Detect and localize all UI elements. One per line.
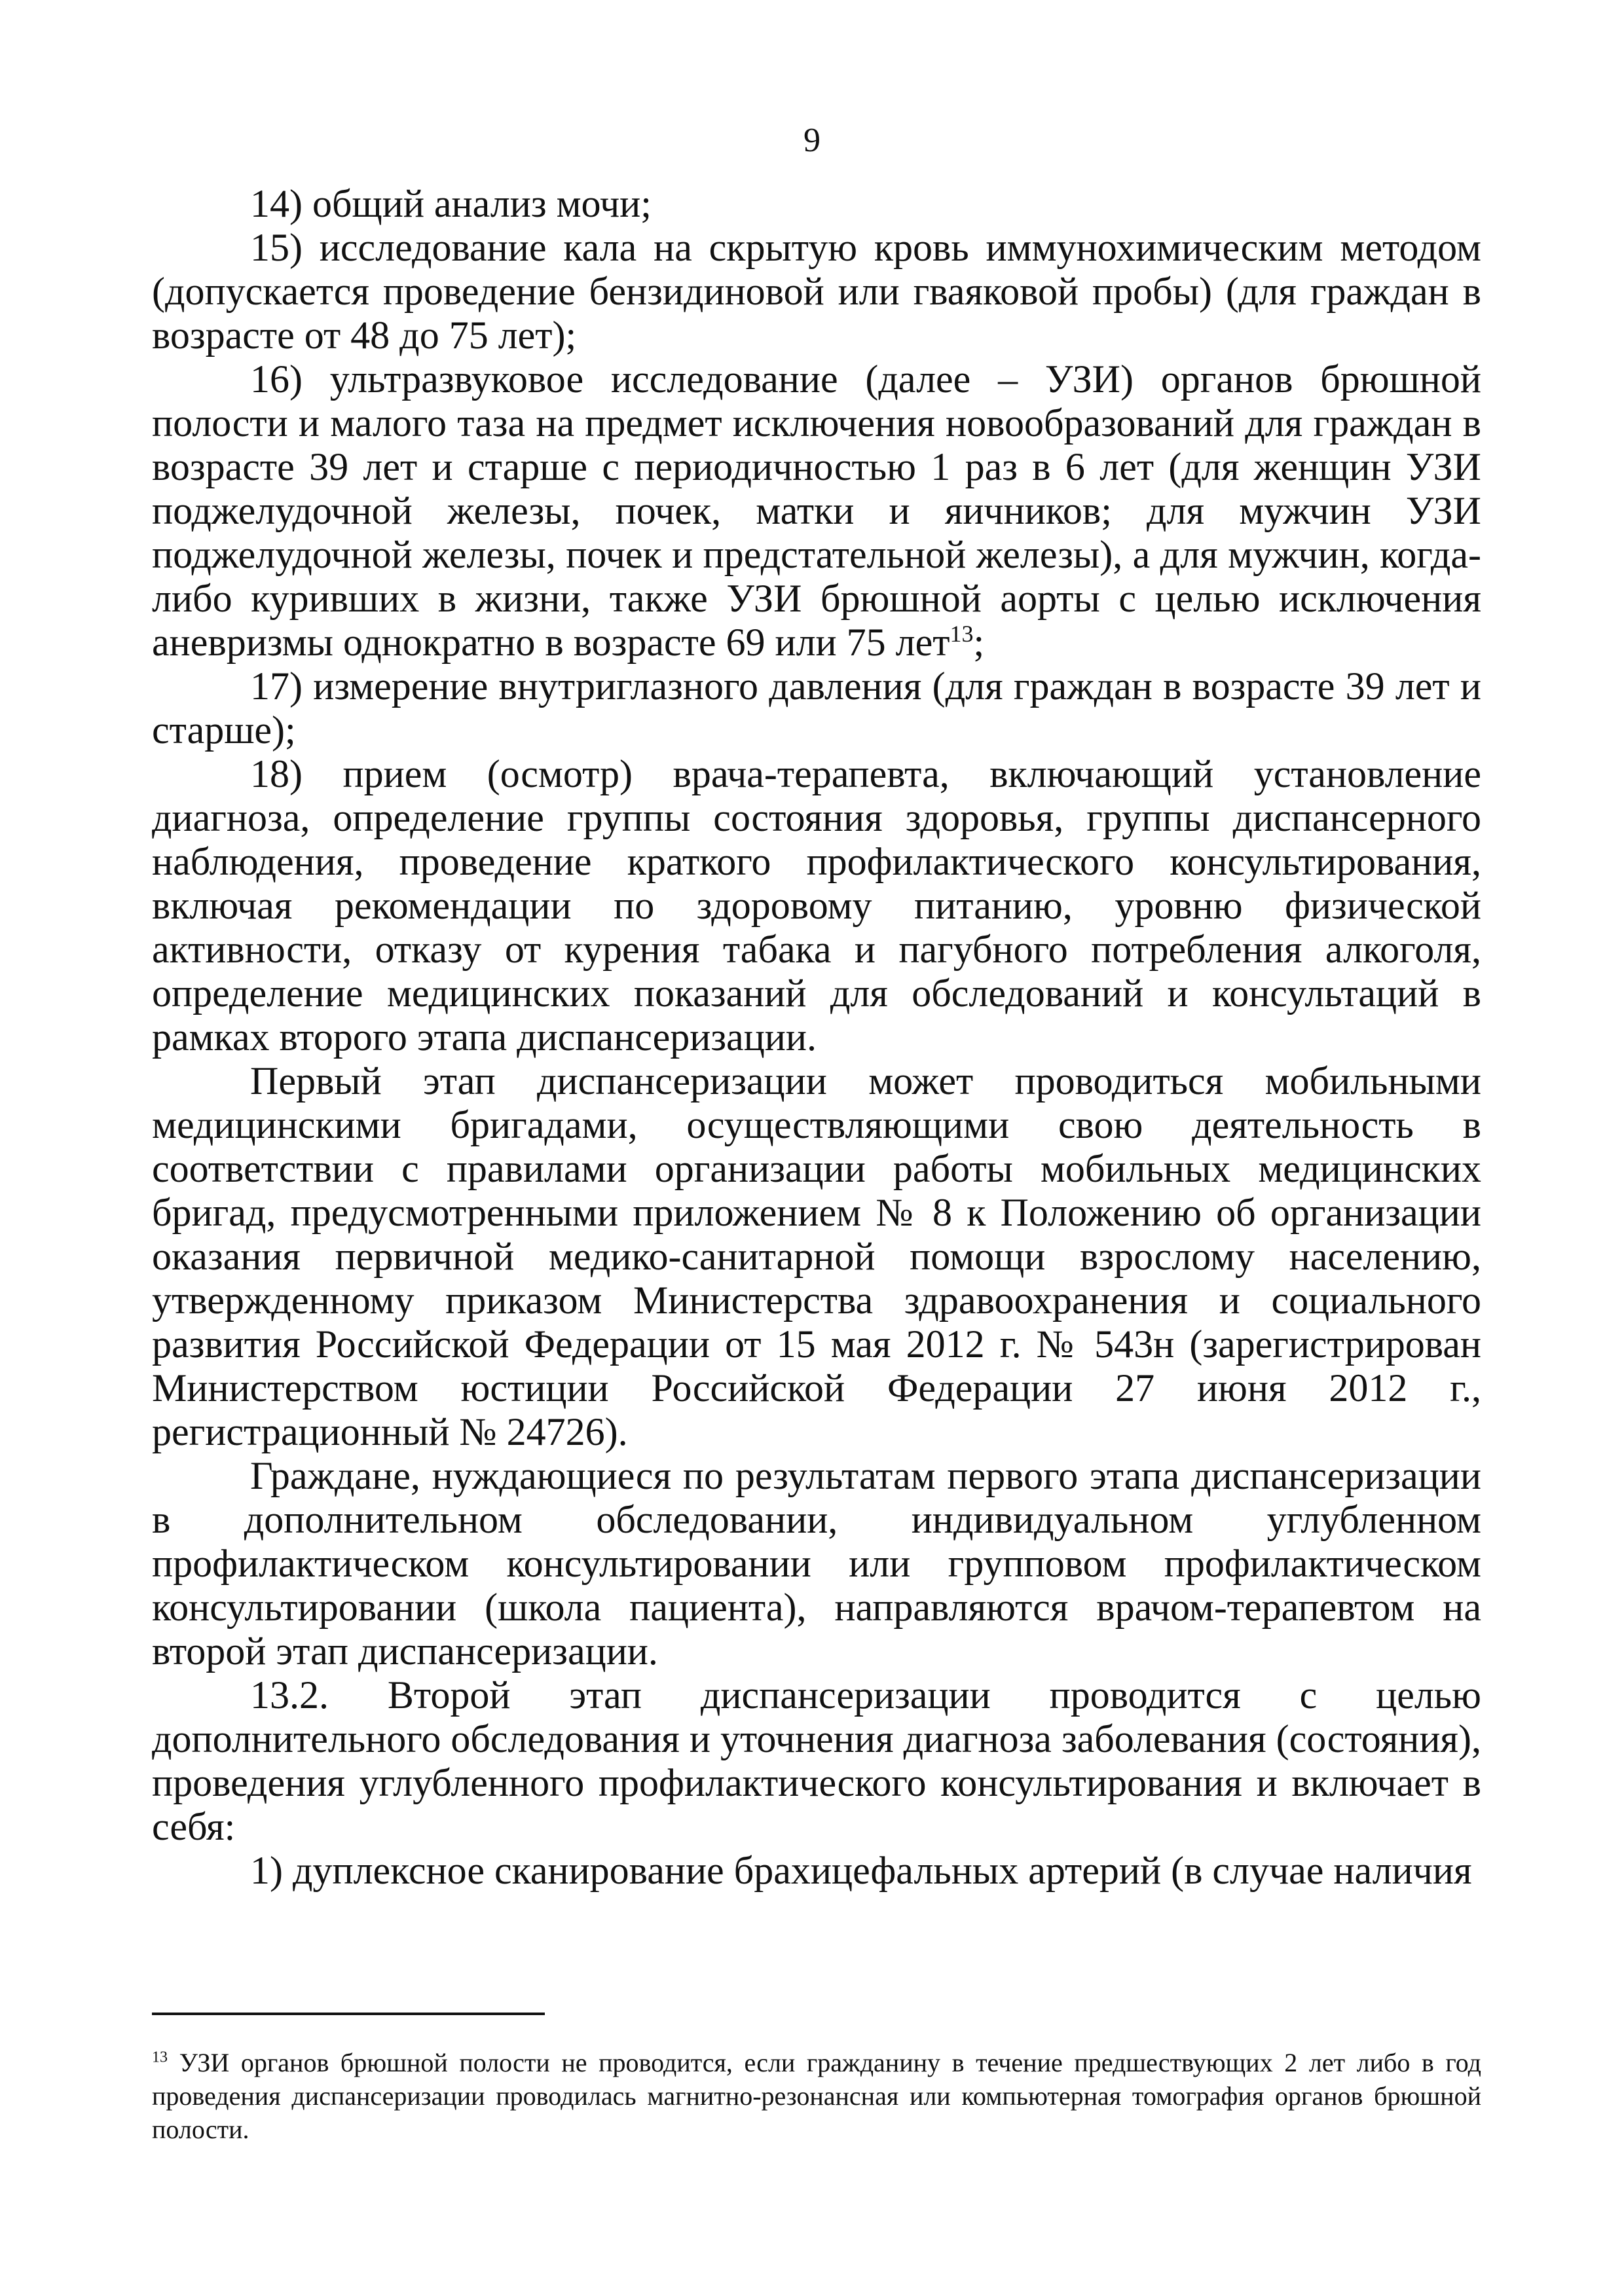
section-13-2 bbox=[152, 1673, 1481, 1849]
footnote-reference: 13 bbox=[950, 621, 974, 647]
paragraph-text-tail: ; bbox=[973, 621, 985, 664]
footnote-separator bbox=[152, 2013, 545, 2015]
list-item-1 bbox=[152, 1849, 1481, 1893]
paragraph-text: 15) исследование кала на скрытую кровь иммунохимическим методом (допускается проведение бензидиновой или гваяковой пробы) (для граждан в возрасте от 48 до 75 лет); bbox=[152, 226, 1481, 357]
paragraph-text: 1) дуплексное сканирование брахицефальных артерий (в случае наличия bbox=[250, 1849, 1472, 1892]
footnote-text: УЗИ органов брюшной полости не проводится, если гражданину в течение предшествующих 2 лет либо в год проведения диспансеризации проводилась магнитно-резонансная или компьютерная томография органов брюшной полости. bbox=[152, 2048, 1481, 2144]
paragraph-citizens bbox=[152, 1454, 1481, 1673]
paragraph-text: 13.2. Второй этап диспансеризации проводится с целью дополнительного обследования и уточнения диагноза заболевания (состояния), проведения углубленного профилактического консультирования и включает в себя: bbox=[152, 1673, 1481, 1848]
footnote-number: 13 bbox=[152, 2049, 168, 2066]
paragraph-text: 17) измерение внутриглазного давления (для граждан в возрасте 39 лет и старше); bbox=[152, 665, 1481, 752]
list-item-17 bbox=[152, 665, 1481, 752]
paragraph-text: 14) общий анализ мочи; bbox=[250, 182, 652, 225]
list-item-18 bbox=[152, 752, 1481, 1059]
list-item-14 bbox=[152, 182, 1481, 226]
body-text bbox=[152, 182, 1481, 1893]
paragraph-text: 18) прием (осмотр) врача-терапевта, включающий установление диагноза, определение группы состояния здоровья, группы диспансерного наблюдения, проведение краткого профилактического консультирования, включая рекомендации по здоровому питанию, уровню физической активности, отказу от курения табака и пагубного потребления алкоголя, определение медицинских показаний для обследований и консультаций в рамках второго этапа диспансеризации. bbox=[152, 752, 1481, 1059]
page-number: 9 bbox=[803, 122, 821, 159]
footnote bbox=[152, 2046, 1481, 2146]
list-item-15 bbox=[152, 226, 1481, 357]
paragraph-text: 16) ультразвуковое исследование (далее – УЗИ) органов брюшной полости и малого таза на предмет исключения новообразований для граждан в возрасте 39 лет и старше с периодичностью 1 раз в 6 лет (для женщин УЗИ поджелудочной железы, почек, матки и яичников; для мужчин УЗИ поджелудочной железы, почек и предстательной железы), а для мужчин, когда-либо куривших в жизни, также УЗИ брюшной аорты с целью исключения аневризмы однократно в возрасте 69 или 75 лет bbox=[152, 357, 1481, 664]
paragraph-mobile-teams bbox=[152, 1059, 1481, 1454]
paragraph-text: Первый этап диспансеризации может проводиться мобильными медицинскими бригадами, осуществляющими свою деятельность в соответствии с правилами организации работы мобильных медицинских бригад, предусмотренными приложением № 8 к Положению об организации оказания первичной медико-санитарной помощи взрослому населению, утвержденному приказом Министерства здравоохранения и социального развития Российской Федерации от 15 мая 2012 г. № 543н (зарегистрирован Министерством юстиции Российской Федерации 27 июня 2012 г., регистрационный № 24726). bbox=[152, 1059, 1481, 1453]
paragraph-text: Граждане, нуждающиеся по результатам первого этапа диспансеризации в дополнительном обследовании, индивидуальном углубленном профилактическом консультировании или групповом профилактическом консультировании (школа пациента), направляются врачом-терапевтом на второй этап диспансеризации. bbox=[152, 1454, 1481, 1673]
list-item-16 bbox=[152, 357, 1481, 665]
